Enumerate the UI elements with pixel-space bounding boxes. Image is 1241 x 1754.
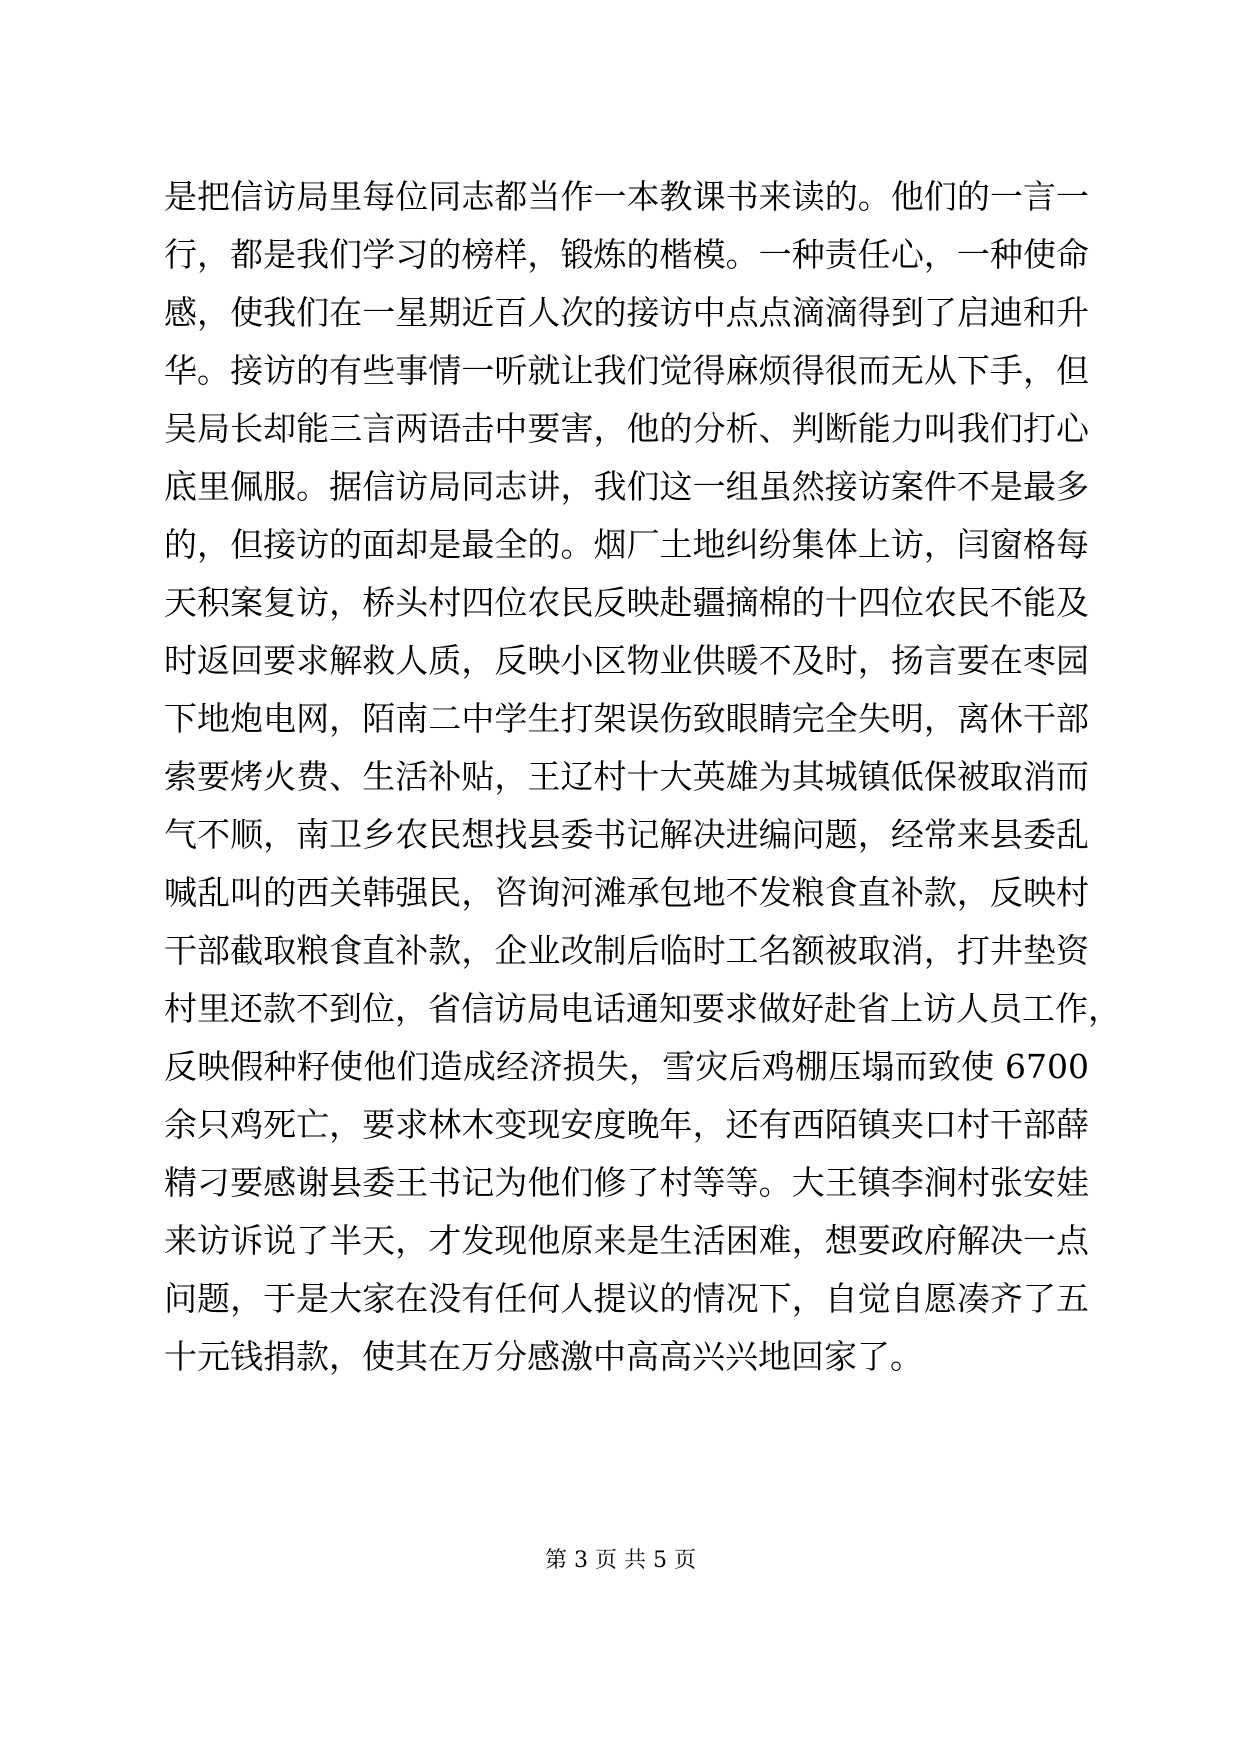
page-footer xyxy=(0,1546,1241,1576)
text-line: 反映假种籽使他们造成经济损失，雪灾后鸡棚压塌而致使 6700 xyxy=(164,1047,1089,1086)
text-line: 感，使我们在一星期近百人次的接访中点点滴滴得到了启迪和升 xyxy=(164,293,1089,332)
text-line: 是把信访局里每位同志都当作一本教课书来读的。他们的一言一 xyxy=(164,177,1089,216)
text-line: 华。接访的有些事情一听就让我们觉得麻烦得很而无从下手，但 xyxy=(164,351,1089,390)
body-paragraph xyxy=(164,168,1121,1386)
text-line: 精刁要感谢县委王书记为他们修了村等等。大王镇李涧村张安娃 xyxy=(164,1163,1089,1202)
text-line: 吴局长却能三言两语击中要害，他的分析、判断能力叫我们打心 xyxy=(164,409,1089,448)
text-line: 气不顺，南卫乡农民想找县委书记解决进编问题，经常来县委乱 xyxy=(164,815,1089,854)
text-line: 索要烤火费、生活补贴，王辽村十大英雄为其城镇低保被取消而 xyxy=(164,757,1089,796)
text-line: 余只鸡死亡，要求林木变现安度晚年，还有西陌镇夹口村干部薛 xyxy=(164,1105,1089,1144)
text-line: 喊乱叫的西关韩强民，咨询河滩承包地不发粮食直补款，反映村 xyxy=(164,873,1089,912)
text-line: 村里还款不到位，省信访局电话通知要求做好赴省上访人员工作， xyxy=(164,989,1121,1028)
text-line: 底里佩服。据信访局同志讲，我们这一组虽然接访案件不是最多 xyxy=(164,467,1089,506)
text-line: 天积案复访，桥头村四位农民反映赴疆摘棉的十四位农民不能及 xyxy=(164,583,1089,622)
text-line: 行，都是我们学习的榜样，锻炼的楷模。一种责任心，一种使命 xyxy=(164,235,1089,274)
text-line: 的，但接访的面却是最全的。烟厂土地纠纷集体上访，闫窗格每 xyxy=(164,525,1089,564)
text-line: 时返回要求解救人质，反映小区物业供暖不及时，扬言要在枣园 xyxy=(164,641,1089,680)
text-line: 十元钱捐款，使其在万分感激中高高兴兴地回家了。 xyxy=(164,1337,923,1376)
text-line: 问题，于是大家在没有任何人提议的情况下，自觉自愿凑齐了五 xyxy=(164,1279,1089,1318)
text-line: 下地炮电网，陌南二中学生打架误伤致眼睛完全失明，离休干部 xyxy=(164,699,1089,738)
text-line: 干部截取粮食直补款，企业改制后临时工名额被取消，打井垫资 xyxy=(164,931,1089,970)
page-number-label: 第 3 页 共 5 页 xyxy=(545,1548,696,1573)
text-line: 来访诉说了半天，才发现他原来是生活困难，想要政府解决一点 xyxy=(164,1221,1089,1260)
